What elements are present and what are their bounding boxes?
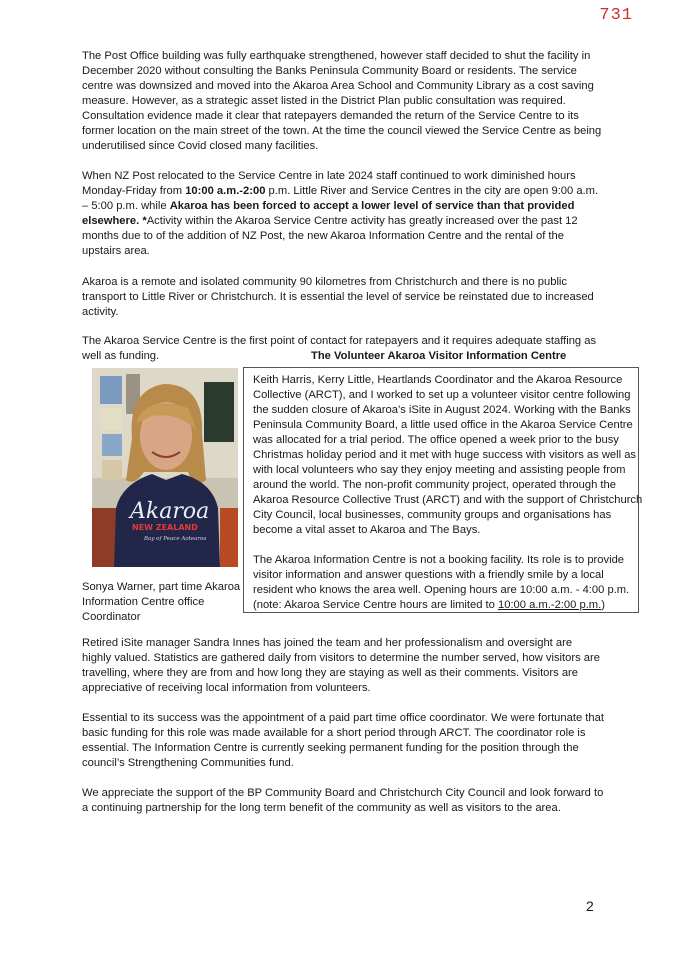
paragraph-remote-community: Akaroa is a remote and isolated community 90 kilometres from Christchurch and there is no public transport to Little River or Christchurch. It is essential the level of service be reinstated due to increased activity. bbox=[82, 276, 594, 318]
paragraph-appreciation: We appreciate the support of the BP Community Board and Christchurch City Council and look forward to a continuing partnership for the long term benefit of the community as well as visitors to the area. bbox=[82, 787, 604, 814]
page-stamp-number: 731 bbox=[599, 6, 633, 25]
paragraph-coordinator-funding: Essential to its success was the appointment of a paid part time office coordinator. We were fortunate that basic funding for this role was made available for a short period through ARCT. The coordinator role is essential. The Information Centre is currently seeking permanent funding for the position through the council’s Strengthening Communities fund. bbox=[82, 712, 604, 769]
box-paragraph-2 bbox=[253, 553, 645, 613]
photo-caption: Sonya Warner, part time Akaroa Information Centre office Coordinator bbox=[82, 581, 241, 623]
paragraph-nz-post-relocation bbox=[82, 169, 604, 259]
box-p2-hours-underlined: 10:00 a.m.-2:00 p.m. bbox=[498, 599, 602, 611]
paragraph-sandra-innes: Retired iSite manager Sandra Innes has joined the team and her professionalism and oversight are highly valued. Statistics are gathered daily from visitors to determine the number served, how visitors are travelling, where they are from and how long they are staying as well as their comments. Visitors are appreciative of receiving local information from volunteers. bbox=[82, 637, 600, 694]
p2-text-c: p.m. Little River and Service Centres in the city are open 9:00 a.m. – 5:00 p.m. while bbox=[82, 185, 599, 212]
p2-text-f: Activity within the Akaroa Service Centre activity has greatly increased over the past 12 months due to of the addition of NZ Post, the new Akaroa Information Centre and the rental of the upstairs area. bbox=[82, 215, 578, 257]
box-p2-text-c: ) bbox=[601, 599, 605, 611]
page-number: 2 bbox=[586, 898, 594, 914]
paragraph-post-office: The Post Office building was fully earthquake strengthened, however staff decided to shut the facility in December 2020 without consulting the Banks Peninsula Community Board or residents. The service centre was downsized and moved into the Akaroa Area School and Community Library as a cost saving measure. However, as a strategic asset listed in the District Plan public consultation was required. Consultation evidence made it clear that ratepayers demanded the return of the Service Centre to its former location on the main street of the town. At the time the council viewed the Service Centre as being underutilised since Covid closed many facilities. bbox=[82, 50, 602, 152]
p2-text-a: When NZ Post relocated to the Service Centre in late 2024 staff continued to work diminished hours Monday-Friday from bbox=[82, 170, 576, 197]
paragraph-first-point-of-contact: The Akaroa Service Centre is the first point of contact for ratepayers and it requires adequate staffing as well as funding. bbox=[82, 335, 597, 362]
info-centre-box bbox=[243, 367, 643, 613]
shirt-logo-subtext: NEW ZEALAND bbox=[132, 523, 198, 532]
box-paragraph-1: Keith Harris, Kerry Little, Heartlands Coordinator and the Akaroa Resource Collective (ARCT), and I worked to set up a volunteer visitor centre following the sudden closure of Akaroa’s iSite in August 2024. Working with the Banks Peninsula Community Board, a little used office in the Akaroa Service Centre was allocated for a trial period. The office opened a week prior to the busy Christmas holiday period and it met with huge success with visitors as well as with local volunteers who say they enjoy meeting and assisting people from around the world. The non-profit community project, operated through the Akaroa Resource Collective Trust (ARCT) and with the support of Christchurch City Council, local businesses, community groups and organisations has become a vital asset to Akaroa and The Bays. bbox=[253, 374, 643, 536]
shirt-logo-tagline: Bay of Peace Aotearoa bbox=[144, 536, 207, 542]
coordinator-photo bbox=[92, 368, 238, 567]
shirt-logo-text: Akaroa bbox=[130, 499, 210, 524]
p2-lower-service-bold: Akaroa has been forced to accept a lower level of service than that provided elsewhere. bbox=[82, 200, 575, 227]
p2-hours-bold: 10:00 a.m.-2:00 bbox=[185, 185, 266, 197]
section-heading: The Volunteer Akaroa Visitor Information Centre bbox=[311, 350, 567, 362]
box-p2-text-a: The Akaroa Information Centre is not a booking facility. Its role is to provide visitor information and answer questions with a friendly smile by a local resident who knows the area well. Opening hours are 10:00 a.m. - 4:00 p.m. (note: Akaroa Service Centre hours are limited to bbox=[253, 554, 630, 611]
p2-asterisk: * bbox=[139, 215, 147, 227]
